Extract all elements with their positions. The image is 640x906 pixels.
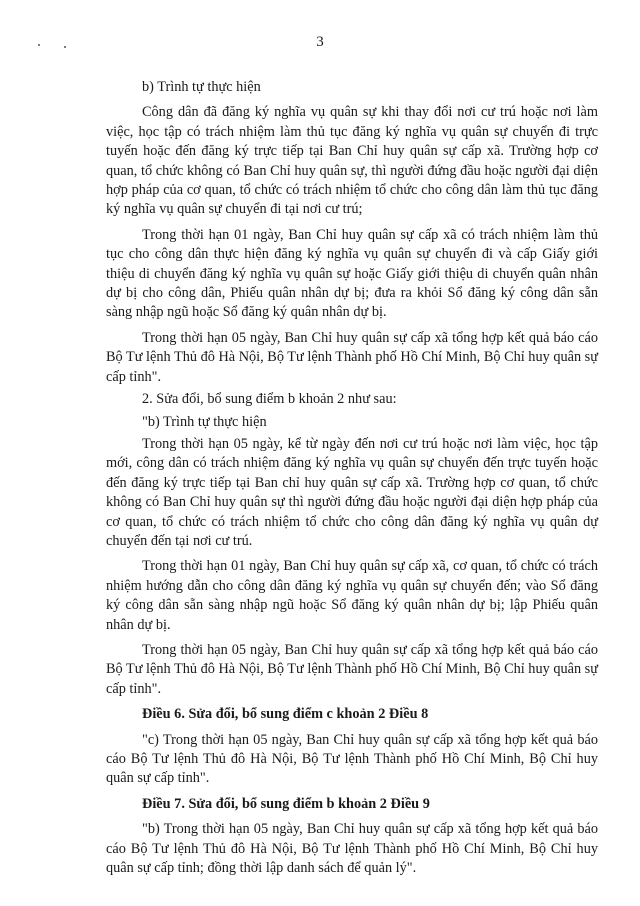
subsection-heading: "b) Trình tự thực hiện (142, 413, 267, 430)
document-body (106, 78, 598, 884)
amendment-item: 2. Sửa đổi, bổ sung điểm b khoản 2 như sau: (142, 391, 397, 408)
body-paragraph: Công dân đã đăng ký nghĩa vụ quân sự khi thay đổi nơi cư trú hoặc nơi làm việc, học tập có trách nhiệm làm thủ tục đăng ký nghĩa vụ quân sự chuyển đi trực tuyến hoặc đến đăng ký trực tiếp tại Ban Chỉ huy quân sự cấp xã. Trường hợp cơ quan, tổ chức không có Ban Chỉ huy quân sự, thì người đứng đầu hoặc người đại diện hợp pháp của cơ quan, tổ chức có trách nhiệm tổ chức cho công dân làm thủ tục đăng ký nghĩa vụ quân sự chuyển đi tại nơi cư trú; (106, 104, 598, 218)
body-paragraph: "b) Trong thời hạn 05 ngày, Ban Chỉ huy quân sự cấp xã tổng hợp kết quả báo cáo Bộ Tư lệnh Thủ đô Hà Nội, Bộ Tư lệnh Thành phố Hồ Chí Minh, Bộ Chỉ huy quân sự cấp tỉnh; đồng thời lập danh sách để quản lý". (106, 821, 598, 877)
body-paragraph: "c) Trong thời hạn 05 ngày, Ban Chỉ huy quân sự cấp xã tổng hợp kết quả báo cáo Bộ Tư lệnh Thủ đô Hà Nội, Bộ Tư lệnh Thành phố Hồ Chí Minh, Bộ Chỉ huy quân sự cấp tỉnh". (106, 731, 598, 787)
article-heading: Điều 6. Sửa đổi, bổ sung điểm c khoản 2 Điều 8 (142, 706, 429, 723)
page-number: 3 (316, 34, 324, 50)
body-paragraph: Trong thời hạn 05 ngày, kể từ ngày đến nơi cư trú hoặc nơi làm việc, học tập mới, công dân có trách nhiệm đăng ký nghĩa vụ quân sự chuyển đến trực tuyến hoặc đến đăng ký trực tiếp tại Ban chỉ huy quân sự cấp xã. Trường hợp cơ quan, tổ chức không có Ban Chỉ huy quân sự thì người đứng đầu hoặc người đại diện hợp pháp của cơ quan, tổ chức có trách nhiệm tổ chức cho công dân đăng ký nghĩa vụ quân dự chuyển đến tại nơi cư trú. (106, 435, 598, 549)
body-paragraph: Trong thời hạn 01 ngày, Ban Chỉ huy quân sự cấp xã có trách nhiệm làm thủ tục cho công dân thực hiện đăng ký nghĩa vụ quân sự chuyển đi và cấp Giấy giới thiệu di chuyển đăng ký nghĩa vụ quân sự hoặc Giấy giới thiệu di chuyển quân nhân dự bị cho công dân, Phiếu quân nhân dự bị; đưa ra khỏi Sổ đăng ký công dân sẵn sàng nhập ngũ hoặc Sổ đăng ký quân nhân dự bị. (106, 226, 598, 321)
body-paragraph: Trong thời hạn 05 ngày, Ban Chỉ huy quân sự cấp xã tổng hợp kết quả báo cáo Bộ Tư lệnh Thủ đô Hà Nội, Bộ Tư lệnh Thành phố Hồ Chí Minh, Bộ Chỉ huy quân sự cấp tỉnh". (106, 641, 598, 697)
body-paragraph: Trong thời hạn 05 ngày, Ban Chỉ huy quân sự cấp xã tổng hợp kết quả báo cáo Bộ Tư lệnh Thủ đô Hà Nội, Bộ Tư lệnh Thành phố Hồ Chí Minh, Bộ Chỉ huy quân sự cấp tỉnh". (106, 329, 598, 385)
article-heading: Điều 7. Sửa đổi, bổ sung điểm b khoản 2 Điều 9 (142, 795, 430, 812)
subsection-heading: b) Trình tự thực hiện (142, 79, 261, 95)
body-paragraph: Trong thời hạn 01 ngày, Ban Chỉ huy quân sự cấp xã, cơ quan, tổ chức có trách nhiệm hướng dẫn cho công dân đăng ký nghĩa vụ quân sự chuyển đến; vào Sổ đăng ký công dân sẵn sàng nhập ngũ hoặc Sổ đăng ký quân nhân dự bị; lập Phiếu quân nhân dự bị. (106, 558, 598, 633)
